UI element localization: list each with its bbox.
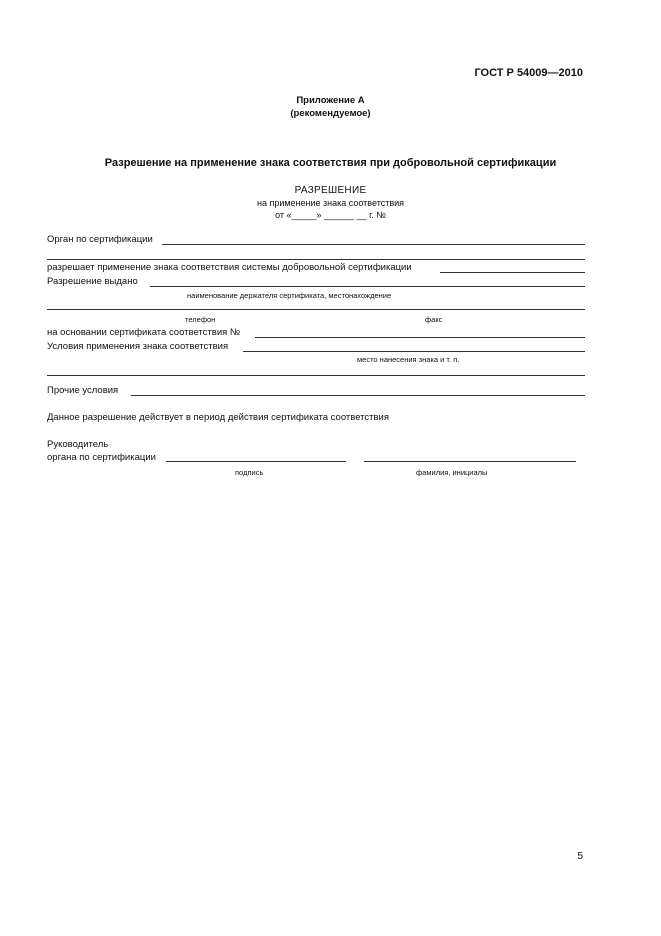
validity-text: Данное разрешение действует в период действия сертификата соответствия [47,412,389,423]
permit-date-line: от «_____» ______ __ г. № [275,210,386,220]
allows-label: разрешает применение знака соответствия системы добровольной сертификации [47,262,412,273]
appendix-status: (рекомендуемое) [290,108,371,119]
other-label: Прочие условия [47,385,119,396]
issued-label: Разрешение выдано [47,276,138,287]
signature-line[interactable] [166,461,346,462]
document-code: ГОСТ Р 54009—2010 [474,67,583,79]
basis-label: на основании сертификата соответствия № [47,327,241,338]
organ-field-line-2[interactable] [47,259,585,260]
conditions-field-line[interactable] [243,351,585,352]
page-title: Разрешение на применение знака соответствия при добровольной сертификации [104,157,557,169]
permit-heading: РАЗРЕШЕНИЕ [294,185,367,196]
organ-label: Орган по сертификации [47,234,153,245]
holder-field-line[interactable] [47,309,585,310]
issued-field-line[interactable] [150,286,585,287]
fax-caption: факс [425,315,443,324]
conditions-label: Условия применения знака соответствия [47,341,229,352]
organ-field-line[interactable] [162,244,585,245]
head-org-label: органа по сертификации [47,452,156,463]
phone-caption: телефон [185,315,216,324]
appendix-label: Приложение А [296,95,365,106]
name-line[interactable] [364,461,576,462]
system-field-line[interactable] [440,272,585,273]
holder-caption: наименование держателя сертификата, местонахождение [187,291,392,300]
signature-caption: подпись [235,468,264,477]
permit-subtitle: на применение знака соответствия [256,198,405,208]
placement-caption: место нанесения знака и т. п. [357,355,460,364]
page-number: 5 [577,851,583,862]
head-label: Руководитель [47,439,109,450]
certificate-number-line[interactable] [255,337,585,338]
name-caption: фамилия, инициалы [416,468,488,477]
other-field-line[interactable] [131,395,585,396]
conditions-field-line-2[interactable] [47,375,585,376]
